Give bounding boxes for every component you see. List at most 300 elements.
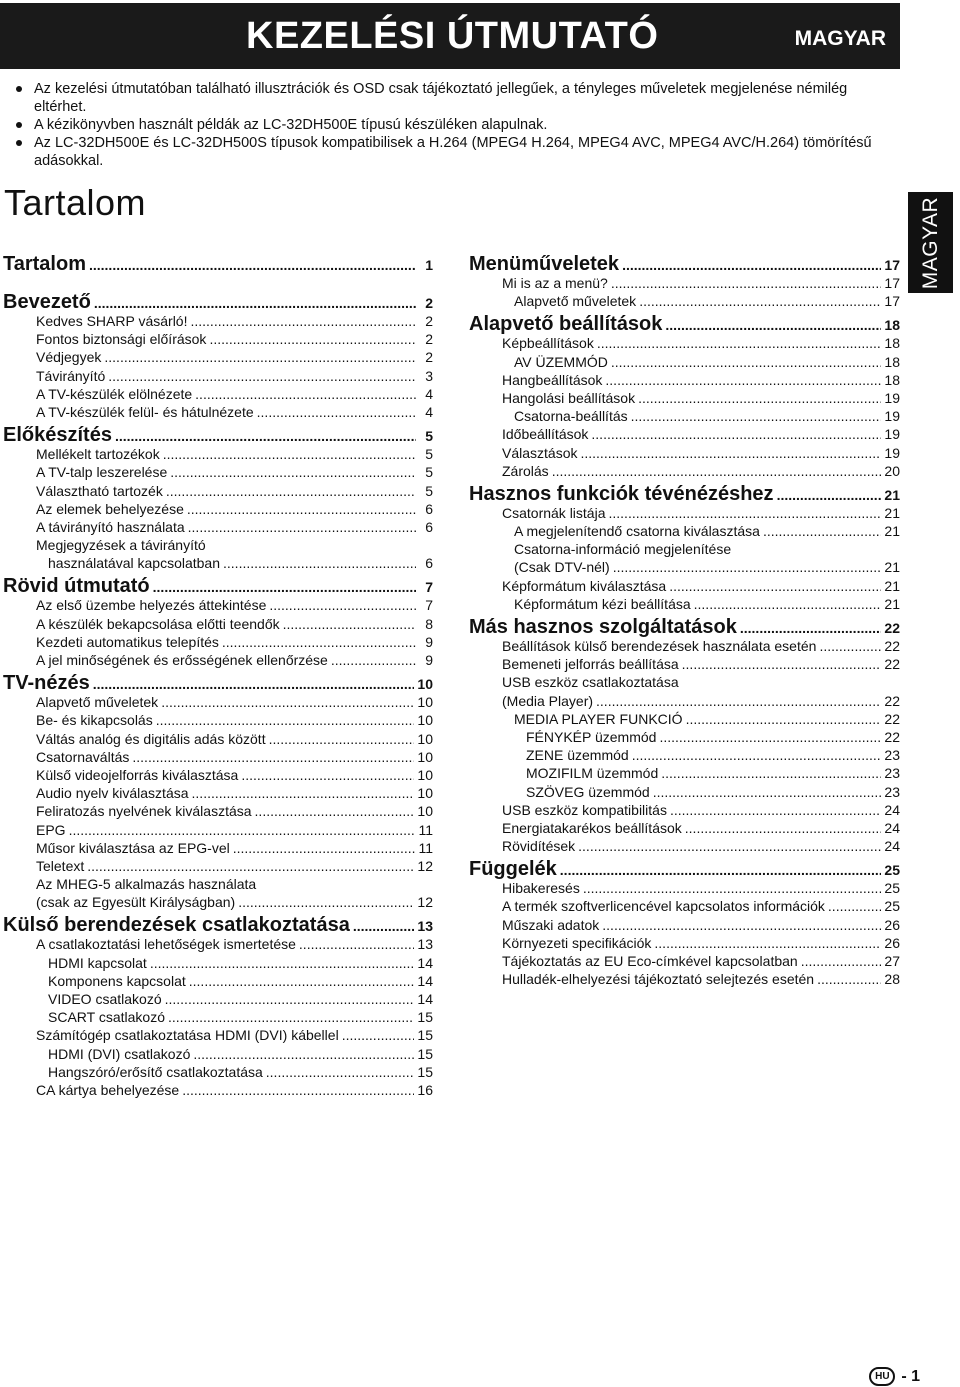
toc-dot-leader	[670, 801, 881, 819]
toc-dot-leader	[552, 462, 882, 480]
toc-entry[interactable]	[469, 673, 900, 691]
toc-entry[interactable]	[3, 403, 433, 421]
toc-entry[interactable]	[469, 916, 900, 934]
toc-entry[interactable]	[469, 522, 900, 540]
toc-entry[interactable]	[469, 444, 900, 462]
toc-page-number: 21	[884, 577, 900, 594]
toc-dot-leader	[104, 348, 416, 366]
toc-page-number: 6	[425, 555, 433, 572]
toc-dot-leader	[819, 637, 881, 655]
toc-page-number: 22	[884, 710, 900, 727]
toc-chapter-entry[interactable]	[3, 672, 433, 693]
toc-dot-leader	[189, 972, 415, 990]
toc-dot-leader	[611, 353, 882, 371]
toc-dot-leader	[777, 487, 882, 503]
toc-entry[interactable]	[3, 693, 433, 711]
toc-chapter-entry[interactable]	[469, 253, 900, 274]
toc-dot-leader	[168, 1008, 414, 1026]
toc-entry-title: Menüműveletek	[469, 253, 620, 275]
toc-dot-leader	[654, 934, 881, 952]
toc-page-number: 17	[884, 275, 900, 291]
toc-entry[interactable]	[3, 367, 433, 385]
toc-entry-title: Az MHEG-5 alkalmazás használata	[36, 876, 257, 893]
toc-dot-leader	[269, 596, 416, 614]
toc-entry-title: Az elemek behelyezése	[36, 500, 184, 517]
toc-entry[interactable]	[469, 637, 900, 655]
toc-page-number: 25	[884, 862, 900, 879]
toc-entry[interactable]	[3, 1081, 433, 1099]
toc-page-number: 22	[884, 620, 900, 636]
toc-dot-leader	[266, 1063, 415, 1081]
toc-entry-title: Hasznos funkciók tévénézéshez	[469, 482, 774, 505]
toc-entry[interactable]	[469, 334, 900, 352]
toc-dot-leader	[591, 425, 881, 443]
toc-dot-leader	[192, 784, 415, 802]
toc-dot-leader	[828, 897, 882, 915]
toc-entry-title: Képformátum kézi beállítása	[514, 595, 691, 612]
toc-entry[interactable]	[3, 784, 433, 802]
toc-entry[interactable]	[3, 536, 433, 554]
toc-dot-leader	[87, 857, 414, 875]
toc-dot-leader	[622, 257, 881, 273]
toc-entry-title: CA kártya behelyezése	[36, 1081, 180, 1098]
toc-entry[interactable]	[469, 577, 900, 595]
page-header	[0, 3, 900, 69]
intro-note: Az kezelési útmutatóban található illusztrációk és OSD csak tájékoztató jellegűek, a tényleges műveletek megjelenése némilég eltérhet.	[8, 80, 898, 116]
toc-page-number: 26	[884, 934, 900, 951]
toc-dot-leader	[342, 1026, 415, 1044]
toc-entry-title: SZÖVEG üzemmód	[526, 783, 650, 800]
toc-page-number: 18	[884, 317, 900, 334]
toc-entry[interactable]	[469, 540, 900, 558]
toc-dot-leader	[163, 445, 416, 463]
toc-page-number: 25	[884, 898, 900, 915]
toc-page-number: 20	[884, 462, 900, 479]
toc-dot-leader	[222, 633, 416, 651]
toc-page-number: 28	[884, 971, 900, 988]
toc-entry[interactable]	[3, 482, 433, 500]
toc-entry[interactable]	[469, 879, 900, 897]
toc-entry-title: HDMI (DVI) csatlakozó	[48, 1045, 191, 1062]
toc-entry[interactable]	[469, 692, 900, 710]
toc-dot-leader	[609, 504, 882, 522]
toc-page-number: 10	[417, 730, 433, 747]
toc-entry[interactable]	[3, 312, 433, 330]
toc-dot-leader	[596, 692, 881, 710]
toc-page-number: 22	[884, 656, 900, 673]
toc-entry[interactable]	[469, 970, 900, 988]
toc-dot-leader	[331, 651, 416, 669]
toc-dot-leader	[195, 385, 416, 403]
toc-entry-title: ZENE üzemmód	[526, 747, 629, 764]
toc-dot-leader	[560, 862, 882, 878]
toc-page-number: 14	[417, 991, 433, 1007]
toc-entry-title: (Media Player)	[502, 692, 594, 709]
toc-page-number: 10	[417, 712, 433, 729]
toc-dot-leader	[193, 1045, 414, 1063]
toc-dot-leader	[233, 839, 416, 857]
toc-page-number: 10	[417, 785, 433, 802]
toc-dot-leader	[156, 711, 415, 729]
toc-page-number: 25	[884, 880, 900, 897]
toc-page-number: 11	[418, 839, 433, 856]
toc-entry-title: Tájékoztatás az EU Eco-címkével kapcsolatban	[502, 953, 798, 969]
toc-dot-leader	[578, 837, 881, 855]
toc-page-number: 7	[425, 597, 433, 614]
toc-chapter-entry[interactable]	[3, 575, 433, 596]
toc-page-number: 14	[417, 954, 433, 971]
toc-dot-leader	[69, 821, 416, 839]
toc-dot-leader	[165, 990, 415, 1008]
toc-dot-leader	[132, 748, 414, 766]
toc-entry[interactable]	[3, 518, 433, 536]
toc-page-number: 2	[425, 295, 433, 311]
toc-dot-leader	[166, 482, 416, 500]
toc-entry[interactable]	[3, 990, 433, 1008]
toc-dot-leader	[153, 579, 416, 595]
toc-dot-leader	[685, 819, 882, 837]
toc-page-number: 18	[884, 371, 900, 388]
toc-entry-title: VIDEO csatlakozó	[48, 991, 162, 1007]
toc-entry[interactable]	[469, 655, 900, 673]
toc-entry-title: Hangszóró/erősítő csatlakoztatása	[48, 1063, 263, 1080]
toc-dot-leader	[632, 746, 882, 764]
toc-page-number: 2	[425, 349, 433, 366]
toc-dot-leader	[115, 428, 416, 444]
toc-entry-title: Tartalom	[3, 253, 86, 275]
toc-entry-title: Kedves SHARP vásárló!	[36, 313, 188, 329]
toc-dot-leader	[209, 330, 416, 348]
toc-entry-title: Hulladék-elhelyezési tájékoztató selejtezés esetén	[502, 971, 815, 988]
toc-page-number: 26	[884, 916, 900, 933]
toc-dot-leader	[682, 655, 882, 673]
toc-dot-leader	[665, 317, 881, 333]
toc-entry[interactable]	[469, 934, 900, 952]
toc-entry-title: A termék szoftverlicencével kapcsolatos információk	[502, 898, 825, 915]
toc-page-number: 6	[425, 500, 433, 517]
toc-entry-title: FÉNYKÉP üzemmód	[526, 728, 657, 745]
toc-entry-title: Választások	[502, 444, 578, 461]
toc-dot-leader	[669, 577, 881, 595]
toc-page-number: 23	[884, 765, 900, 782]
toc-entry-title: A távirányító használata	[36, 518, 185, 535]
toc-dot-leader	[801, 952, 882, 970]
toc-chapter-entry[interactable]	[3, 291, 433, 312]
toc-entry[interactable]	[469, 819, 900, 837]
toc-page-number: 22	[884, 638, 900, 654]
toc-entry-title: A TV-készülék felül- és hátulnézete	[36, 403, 254, 420]
toc-entry[interactable]	[3, 893, 433, 911]
toc-entry-title: Más hasznos szolgáltatások	[469, 616, 737, 638]
toc-page-number: 18	[884, 353, 900, 370]
toc-entry-title: USB eszköz kompatibilitás	[502, 801, 667, 818]
toc-entry-title: Energiatakarékos beállítások	[502, 819, 682, 836]
toc-dot-leader	[299, 935, 415, 953]
toc-entry[interactable]	[3, 935, 433, 953]
toc-page-number: 10	[417, 676, 433, 693]
toc-dot-leader	[182, 1081, 414, 1099]
toc-entry[interactable]	[469, 801, 900, 819]
toc-page-number: 2	[425, 331, 433, 348]
toc-entry-title: Környezeti specifikációk	[502, 934, 652, 951]
toc-page-number: 4	[425, 385, 433, 402]
toc-page-number: 13	[417, 918, 433, 935]
toc-entry[interactable]	[3, 500, 433, 518]
toc-dot-leader	[255, 802, 415, 820]
toc-entry-title: Számítógép csatlakoztatása HDMI (DVI) kábellel	[36, 1027, 339, 1044]
toc-entry[interactable]	[469, 504, 900, 522]
toc-entry[interactable]	[469, 764, 900, 782]
toc-dot-leader	[639, 292, 881, 310]
toc-entry[interactable]	[3, 875, 433, 893]
toc-entry-title: Műsor kiválasztása az EPG-vel	[36, 839, 230, 856]
toc-entry-title: Csatornák listája	[502, 504, 606, 521]
toc-dot-leader	[170, 463, 416, 481]
toc-entry-title: Kezdeti automatikus telepítés	[36, 633, 219, 650]
toc-entry[interactable]	[469, 728, 900, 746]
toc-entry-title: használatával kapcsolatban	[48, 555, 221, 572]
toc-page-number: 22	[884, 728, 900, 745]
toc-page-number: 19	[884, 389, 900, 406]
toc-entry-title: Hangolási beállítások	[502, 389, 636, 406]
toc-page-number: 1	[425, 257, 433, 273]
toc-entry-title: Zárolás	[502, 462, 549, 479]
toc-entry-title: Függelék	[469, 858, 557, 881]
toc-entry[interactable]	[3, 348, 433, 366]
toc-entry[interactable]	[3, 972, 433, 990]
toc-entry[interactable]	[469, 952, 900, 970]
toc-page-number: 19	[884, 426, 900, 443]
toc-entry-title: Bevezető	[3, 291, 91, 313]
toc-dot-leader	[238, 893, 414, 911]
toc-page-number: 12	[417, 857, 433, 874]
toc-entry[interactable]	[469, 462, 900, 480]
toc-entry[interactable]	[469, 407, 900, 425]
toc-page-number: 11	[418, 821, 433, 838]
toc-chapter-entry[interactable]	[469, 616, 900, 637]
toc-dot-leader	[188, 518, 416, 536]
toc-chapter-entry[interactable]	[469, 858, 900, 879]
toc-entry[interactable]	[3, 633, 433, 651]
toc-page-number: 21	[884, 523, 900, 540]
toc-dot-leader	[817, 970, 881, 988]
header-language-label: MAGYAR	[794, 27, 886, 50]
toc-chapter-entry[interactable]	[3, 914, 433, 935]
toc-page-number: 4	[425, 403, 433, 420]
toc-entry[interactable]	[3, 857, 433, 875]
toc-entry-title: MOZIFILM üzemmód	[526, 765, 659, 782]
toc-entry[interactable]	[3, 615, 433, 633]
toc-entry[interactable]	[3, 821, 433, 839]
toc-entry-title: A TV-talp leszerelése	[36, 464, 168, 481]
toc-page-number: 21	[884, 486, 900, 503]
toc-entry[interactable]	[3, 954, 433, 972]
toc-entry[interactable]	[469, 837, 900, 855]
toc-dot-leader	[241, 766, 414, 784]
toc-chapter-entry[interactable]	[469, 313, 900, 334]
toc-dot-leader	[161, 693, 414, 711]
toc-entry[interactable]	[3, 802, 433, 820]
toc-page-number: 5	[425, 446, 433, 463]
toc-entry-title: TV-nézés	[3, 672, 90, 695]
toc-dot-leader	[605, 371, 881, 389]
toc-entry-title: SCART csatlakozó	[48, 1009, 165, 1026]
toc-entry[interactable]	[469, 746, 900, 764]
toc-dot-leader	[187, 500, 416, 518]
toc-entry-title: Hibakeresés	[502, 880, 580, 897]
toc-entry-title: Távirányító	[36, 367, 106, 384]
toc-entry[interactable]	[469, 897, 900, 915]
toc-dot-leader	[269, 730, 415, 748]
toc-entry-title: Képformátum kiválasztása	[502, 577, 667, 594]
toc-dot-leader	[659, 728, 881, 746]
toc-entry[interactable]	[3, 445, 433, 463]
toc-entry-title: Hangbeállítások	[502, 371, 603, 388]
toc-entry-title: Időbeállítások	[502, 426, 589, 443]
toc-dot-leader	[353, 918, 415, 934]
toc-chapter-entry[interactable]	[3, 253, 433, 274]
toc-entry[interactable]	[469, 353, 900, 371]
toc-page-number: 15	[417, 1027, 433, 1044]
toc-dot-leader	[257, 403, 416, 421]
toc-dot-leader	[613, 558, 882, 576]
toc-page-number: 13	[417, 936, 433, 953]
document-title: KEZELÉSI ÚTMUTATÓ	[246, 15, 659, 57]
toc-page-number: 16	[417, 1081, 433, 1098]
toc-entry[interactable]	[469, 425, 900, 443]
toc-chapter-entry[interactable]	[469, 483, 900, 504]
intro-note: Az LC-32DH500E és LC-32DH500S típusok kompatibilisek a H.264 (MPEG4 H.264, MPEG4 AVC, MPEG4 AVC/H.264) tömörítésű adásokkal.	[8, 134, 898, 170]
toc-entry-title: Választható tartozék	[36, 482, 163, 499]
toc-page-number: 21	[884, 504, 900, 521]
toc-entry-title: A jel minőségének és erősségének ellenőrzése	[36, 652, 328, 668]
toc-page-number: 17	[884, 293, 900, 310]
toc-entry[interactable]	[3, 330, 433, 348]
toc-entry-title: Váltás analóg és digitális adás között	[36, 730, 266, 747]
toc-page-number: 18	[884, 335, 900, 352]
toc-page-number: 5	[425, 482, 433, 499]
toc-entry[interactable]	[3, 651, 433, 669]
toc-page-number: 3	[425, 367, 433, 384]
toc-entry-title: USB eszköz csatlakoztatása	[502, 674, 679, 691]
toc-entry[interactable]	[469, 292, 900, 310]
toc-entry[interactable]	[3, 711, 433, 729]
toc-dot-leader	[661, 764, 881, 782]
toc-dot-leader	[763, 522, 881, 540]
toc-entry-title: A megjelenítendő csatorna kiválasztása	[514, 523, 760, 540]
toc-right-column	[469, 250, 900, 988]
toc-page-number: 10	[417, 694, 433, 711]
toc-page-number: 14	[417, 972, 433, 989]
toc-entry[interactable]	[3, 730, 433, 748]
toc-entry[interactable]	[3, 839, 433, 857]
language-side-tab	[908, 192, 953, 293]
toc-entry[interactable]	[3, 463, 433, 481]
toc-page-number: 9	[425, 652, 433, 668]
toc-dot-leader	[283, 615, 416, 633]
toc-entry-title: Képbeállítások	[502, 335, 594, 352]
toc-page-number: 12	[417, 894, 433, 911]
toc-entry-title: Az első üzembe helyezés áttekintése	[36, 597, 267, 614]
toc-entry[interactable]	[3, 748, 433, 766]
toc-entry[interactable]	[3, 1026, 433, 1044]
toc-entry-title: A készülék bekapcsolása előtti teendők	[36, 615, 280, 632]
language-badge: HU	[869, 1367, 895, 1386]
toc-entry-title: Műszaki adatok	[502, 916, 600, 933]
toc-dot-leader	[597, 334, 882, 352]
toc-page-number: 9	[425, 633, 433, 650]
toc-dot-leader	[108, 367, 416, 385]
toc-page-number: 19	[884, 408, 900, 425]
toc-page-number: 24	[884, 838, 900, 855]
toc-page-number: 15	[417, 1045, 433, 1062]
toc-entry-title: Komponens kapcsolat	[48, 972, 186, 989]
toc-entry[interactable]	[3, 1063, 433, 1081]
toc-entry-title: Feliratozás nyelvének kiválasztása	[36, 803, 252, 820]
toc-dot-leader	[653, 783, 882, 801]
toc-entry-title: (Csak DTV-nél)	[514, 559, 610, 576]
toc-entry-title: Csatorna-beállítás	[514, 408, 628, 425]
toc-dot-leader	[611, 274, 882, 292]
toc-page-number: 27	[884, 953, 900, 969]
toc-entry[interactable]	[469, 371, 900, 389]
toc-entry-title: (csak az Egyesült Királyságban)	[36, 894, 236, 911]
toc-chapter-entry[interactable]	[3, 424, 433, 445]
toc-entry-title: A csatlakoztatási lehetőségek ismertetése	[36, 936, 296, 953]
toc-entry[interactable]	[3, 385, 433, 403]
toc-entry-title: EPG	[36, 821, 66, 838]
toc-entry-title: Alapvető műveletek	[514, 293, 637, 310]
toc-page-number: 15	[417, 1009, 433, 1026]
toc-entry-title: Külső berendezések csatlakoztatása	[3, 914, 350, 937]
toc-dot-leader	[602, 916, 881, 934]
toc-entry-title: A TV-készülék elölnézete	[36, 385, 193, 402]
toc-spacer	[3, 274, 433, 288]
toc-entry[interactable]	[469, 595, 900, 613]
toc-page-number: 19	[884, 444, 900, 461]
toc-entry[interactable]	[469, 558, 900, 576]
side-tab-label: MAGYAR	[918, 196, 942, 289]
toc-entry-title: Rövidítések	[502, 838, 576, 855]
toc-entry-title: Rövid útmutató	[3, 575, 150, 598]
toc-entry-title: Beállítások külső berendezések használata esetén	[502, 638, 817, 654]
toc-entry-title: Fontos biztonsági előírások	[36, 331, 207, 348]
toc-entry[interactable]	[469, 274, 900, 292]
toc-page-number: 5	[425, 464, 433, 481]
toc-entry-title: Alapvető műveletek	[36, 694, 159, 711]
toc-entry-title: Be- és kikapcsolás	[36, 712, 153, 729]
toc-entry[interactable]	[3, 554, 433, 572]
toc-page-number: 5	[425, 428, 433, 445]
toc-entry[interactable]	[3, 1045, 433, 1063]
toc-page-number: 10	[417, 748, 433, 765]
toc-entry[interactable]	[469, 783, 900, 801]
toc-entry[interactable]	[3, 766, 433, 784]
toc-entry[interactable]	[469, 389, 900, 407]
toc-entry-title: MEDIA PLAYER FUNKCIÓ	[514, 710, 683, 727]
toc-entry[interactable]	[3, 1008, 433, 1026]
toc-entry-title: Mellékelt tartozékok	[36, 446, 160, 463]
toc-dot-leader	[94, 295, 416, 311]
toc-entry[interactable]	[3, 596, 433, 614]
toc-entry-title: AV ÜZEMMÓD	[514, 353, 608, 370]
toc-entry-title: Alapvető beállítások	[469, 313, 663, 336]
toc-page-number: 8	[425, 615, 433, 632]
toc-page-number: 23	[884, 783, 900, 800]
toc-page-number: 23	[884, 747, 900, 764]
toc-entry[interactable]	[469, 710, 900, 728]
toc-dot-leader	[89, 257, 416, 273]
